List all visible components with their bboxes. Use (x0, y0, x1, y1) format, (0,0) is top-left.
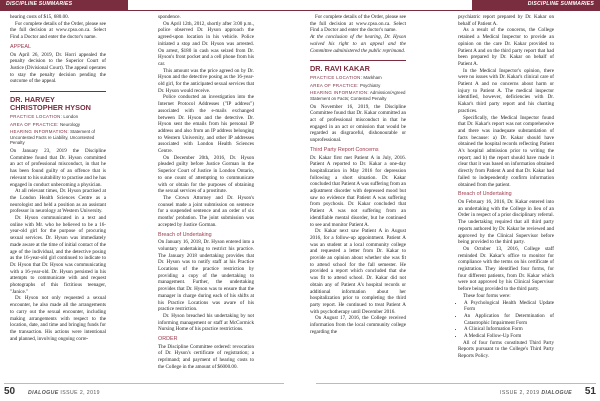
paragraph: For complete details of the Order, please see the full decision at www.cpso.on.ca. Select Find a Doctor and enter the doctor's name. (10, 20, 106, 41)
paragraph: As a result of the concerns, the College retained a Medical Inspector to provide an opinion on the care Dr. Kakar provided to Patient A and on the third party report that had been prepared by Dr. Kakar on behalf of Patient A. (458, 27, 554, 67)
paragraph: In the Medical Inspector's opinion, there were no issues with Dr. Kakar's clinical care of Patient A and no concerns about harm or injury to Patient A. The medical inspector identified, however, deficiencies with Dr. Kakar's third party report and his charting practices. (458, 67, 554, 114)
page-number-left: 50 (4, 386, 16, 397)
footer-right (300, 383, 600, 397)
list-item: • An Application for Determination of Catastrophic Impairment Form (464, 313, 554, 326)
paragraph: Police conducted an investigation into the Internet Protocol Addresses ("IP address") associated with the e-mails exchanged between Dr. Hyson and the detective. Dr. Hyson sent the emails from his personal IP address and also from an IP address belonging to Western University, and other IP addresses associated with London Health Sciences Centre. (158, 94, 254, 155)
footer-rule-left (4, 383, 284, 384)
italic-note: At the conclusion of the hearing, Dr. Hyson waived his right to an appeal and the Committee administered the public reprimand. (310, 34, 406, 54)
list-item: • A Psychological Health Medical Update Form (464, 300, 554, 313)
paragraph: Dr. Hyson not only requested a sexual encounter, he also made all the arrangements to carry out the sexual encounter, including making arrangements with respect to the location, date, and time and bringing funds for the transaction. His actions were intentional and planned, involving ongoing corre- (10, 295, 106, 342)
paragraph: On December 20th, 2016, Dr. Hyson pleaded guilty before Justice Gorman in the Superior Court of Justice in London Ontario, to one count of attempting to communicate with or obtain for the purposes of obtaining the sexual services of a prostitute. (158, 154, 254, 195)
section-label-left: DISCIPLINE SUMMARIES (6, 1, 73, 7)
list-item: • A Clinical Information Form (464, 326, 554, 333)
section-heading-breach: Breach of Undertaking (458, 191, 512, 198)
column-1 (10, 14, 106, 359)
paragraph: This amount was the price agreed on by Dr. Hyson and the detective posing as the 16-year-old girl, for the anticipated sexual services that Dr. Hyson would receive. (158, 67, 254, 94)
column-4 (458, 14, 554, 359)
section-heading-appeal: APPEAL (10, 43, 31, 50)
paragraph: On April 26, 2019, Dr. Horri appealed the penalty decision to the Superior Court of Justice (Divisional Court). The appeal operates to stay the penalty decision pending the outcome of the appeal. (10, 51, 106, 85)
section-heading-third-party: Third Party Report Concerns (310, 146, 379, 153)
paragraph: All of four forms constituted Third Party Reports pursuant to the College's Third Party Reports Policy. (458, 339, 554, 360)
section-tab-right (472, 0, 600, 10)
meta-hearing-information: HEARING INFORMATION: Statement of Uncontested Facts re Liability, Uncontested Penalty (10, 129, 95, 146)
issue-label-right: ISSUE 2, 2019 DIALOGUE (500, 390, 572, 396)
forms-list (458, 300, 554, 340)
paragraph: On April 12th, 2012, shortly after 3:00 p.m., police observed Dr. Hyson approach the agreed-upon location in his vehicle. Police initiated a stop and Dr. Hyson was arrested. On arrest, $180 in cash was seized from Dr. Hyson's front pocket and a cell phone from his car. (158, 20, 254, 67)
paragraph: At all relevant times, Dr. Hyson practised at the London Health Sciences Centre as a neurologist and held a position as an assistant professor in neurology at Western University. (10, 188, 106, 215)
column-3 (310, 14, 406, 359)
paragraph: Specifically, the Medical Inspector found that Dr. Kakar's report was not comprehensive and there was inadequate substantiation of facts because: a) Dr. Kakar should have obtained the hospital records reflecting Patient A's hospital admission prior to writing the report; and b) the report should have made it clear that it was based on information obtained directly from Patient A and that Dr. Kakar had failed to independently confirm information obtained from the patient. (458, 114, 554, 188)
paragraph: On August 17, 2016, the College received information from the local community college regarding the (310, 315, 406, 335)
list-item: • A Medical Follow-Up Form (464, 333, 554, 340)
doctor-name-kakar: DR. RAVI KAKAR (310, 60, 406, 73)
section-heading-breach: Breach of Undertaking (158, 231, 212, 238)
paragraph: Dr. Hyson breached his undertaking by not informing management or staff at McCormick Nursing Home of his practice restrictions. (158, 312, 254, 333)
paragraph: On October 13, 2016, College staff reminded Dr. Kakar's office to monitor for compliance with the terms on his certificate of registration. They identified four forms, for four different patients, from Dr. Kakar which were not approved by his Clinical Supervisor before being provided to the third party. (458, 245, 554, 293)
paragraph: These four forms were: (463, 292, 511, 299)
header-rule-right (300, 10, 600, 11)
issue-label-left: DIALOGUE ISSUE 2, 2019 (28, 390, 100, 396)
paragraph: psychiatric report prepared by Dr. Kakar on behalf of Patient A. (458, 14, 554, 27)
meta-area-of-practice: AREA OF PRACTICE: Neurology (10, 121, 81, 127)
paragraph: hearing costs of $15, 680.00. (10, 14, 69, 20)
column-2 (158, 14, 254, 370)
meta-hearing-information: HEARING INFORMATION: Admission/Agreed Statement on Facts; Contested Penalty (310, 90, 406, 101)
meta-practice-location: PRACTICE LOCATION: Markham (310, 75, 382, 81)
meta-area-of-practice: AREA OF PRACTICE: Psychiatry (310, 82, 381, 88)
paragraph: On January 23, 2019 the Discipline Committee found that Dr. Hyson committed an act of professional misconduct, in that he has been found guilty of an offence that is relevant to his suitability to practise and he has engaged in conduct unbecoming a physician. (10, 148, 106, 188)
paragraph: The Crown Attorney and Dr. Hyson's counsel made a joint submission on sentence for a suspended sentence and an order of six months' probation. The joint submission was accepted by Justice Gorman. (158, 194, 254, 228)
footer-left (0, 383, 300, 397)
doctor-name-hyson: DR. HARVEY CHRISTOPHER HYSON (10, 91, 106, 112)
paragraph: On November 16, 2019, the Discipline Committee found that Dr. Kakar committed an act of professional misconduct in that he engaged in an act or omission that would be regarded as disgraceful, dishonourable or unprofessional. (310, 103, 406, 144)
section-heading-order: ORDER (158, 336, 178, 343)
paragraph: Dr. Kakar first met Patient A in July, 2016. Patient A reported to Dr. Kakar a one-day hospitalization in May 2016 for depression following a short situation. Dr. Kakar concluded that Patient A was suffering from an adjustment disorder with depressed mood but saw no evidence that Patient A was suffering from psychosis. Dr. Kakar concluded that Patient A was not suffering from an identifiable mental disorder, but he continued to see and monitor Patient A. (310, 154, 406, 228)
paragraph: On January 16, 2018, Dr. Hyson entered into a voluntary undertaking to restrict his practice. The January 2018 undertaking provides that Dr. Hyson was to notify staff at his Practice Locations of the practice restriction by providing a copy of the undertaking to management. Further, the undertaking provides that Dr. Hyson was to ensure that the manager in charge during each of his shifts at his Practice Locations was aware of his practice restriction. (158, 239, 254, 313)
paragraph: The Discipline Committee ordered: revocation of Dr. Hyson's certificate of registration; a reprimand; and payment of hearing costs to the College in the amount of $6000.00. (158, 343, 254, 370)
section-tab-left (0, 0, 128, 10)
paragraph: For complete details of the Order, please see the full decision at www.cpso.on.ca. Select Find a Doctor and enter the doctor's name. (310, 14, 406, 34)
paragraph: Dr. Hyson communicated in a text and online with Mr. who he believed to be a 16-year-old girl for the purpose of procuring sexual services. Dr. Hyson was immediately made aware at the time of initial contact of the age of the individual, and the detective posing as the 16-year-old girl continued to indicate to Dr. Hyson that Dr. Hyson was communicating with a 16-year-old. Dr. Hyson persisted in his attempts to communicate with and request photographs of this fictitious teenager, "Janice." (10, 215, 106, 295)
footer-rule-right (316, 383, 596, 384)
paragraph: Dr. Kakar next saw Patient A in August 2016, for a follow-up appointment. Patient A was an student at a local community college and requested a letter from Dr. Kakar to provide an opinion about whether she was fit to attend school for the fall semester. He provided a report which concluded that she was fit to attend school. Dr. Kakar did not obtain any of Patient A's hospital records or additional information about her hospitalization prior to completing the third party report. He continued to treat Patient A with psychotherapy until December 2016. (310, 228, 406, 315)
paragraph: On February 16, 2016, Dr. Kakar entered into an undertaking with the College in lieu of an Order in respect of a prior disciplinary referral. The undertaking required that all third party reports authored by Dr. Kakar be reviewed and approved by the Clinical Supervisor before being provided to the third party. (458, 198, 554, 246)
header-rule-left (0, 10, 300, 11)
paragraph: spondence. (158, 14, 181, 20)
meta-practice-location: PRACTICE LOCATION: London (10, 114, 79, 120)
page-number-right: 51 (584, 386, 596, 397)
section-label-right: DISCIPLINE SUMMARIES (527, 1, 594, 7)
